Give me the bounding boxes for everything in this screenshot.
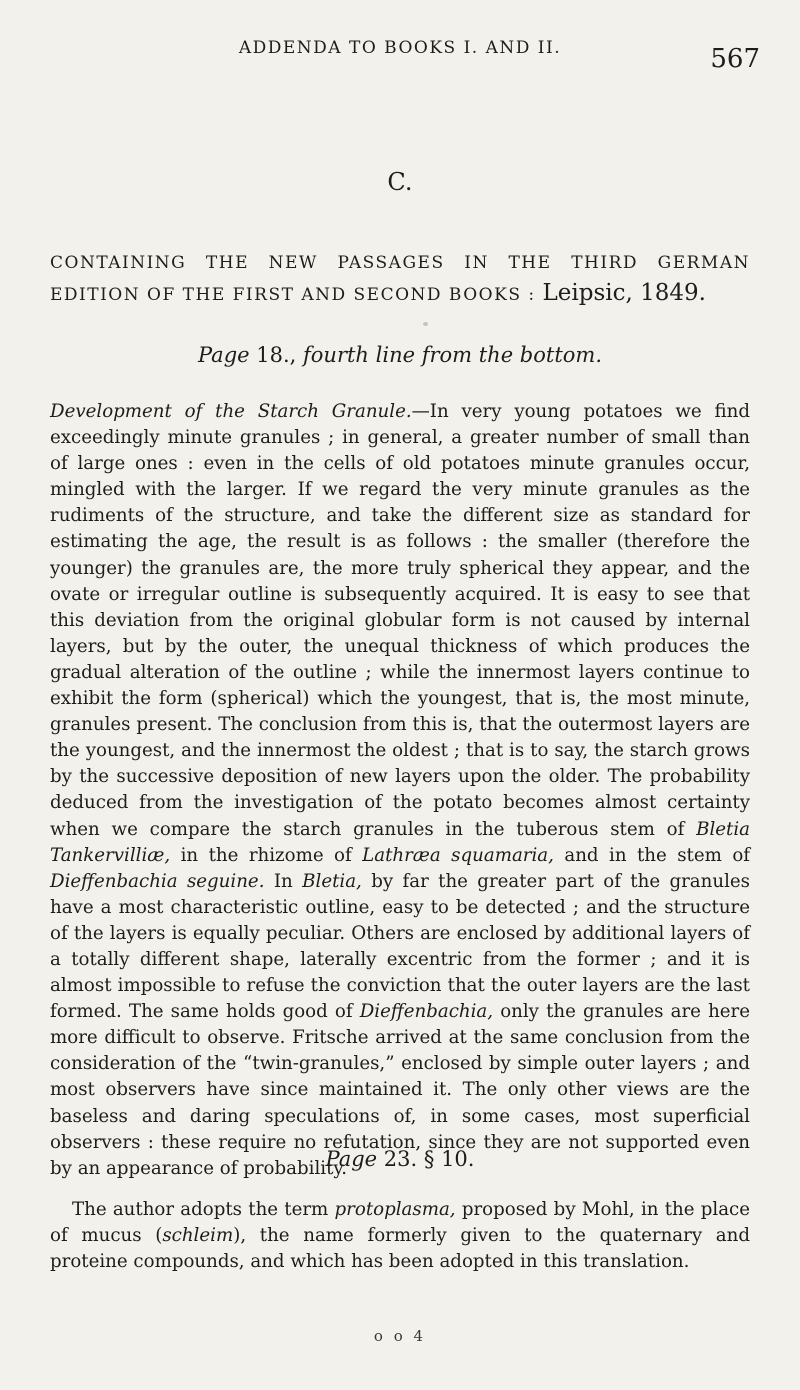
ink-speck-mark xyxy=(423,322,428,326)
page-reference-number: 23. xyxy=(383,1147,418,1171)
species-name: Dieffenbachia, xyxy=(359,1001,494,1023)
term-italic: protoplasma, xyxy=(334,1199,456,1220)
page-reference xyxy=(0,343,800,367)
section-heading-line1: CONTAINING THE NEW PASSAGES IN THE THIRD GERMAN xyxy=(50,253,750,273)
section-heading-date: Leipsic, 1849. xyxy=(542,280,706,306)
text-run: and in the stem of xyxy=(553,844,750,866)
species-name: Lathræa squamaria, xyxy=(362,844,554,866)
printer-signature: o o 4 xyxy=(373,1327,427,1345)
species-name: Bletia Tankervilliæ, xyxy=(50,818,750,866)
text-run: by far the greater part of the granules have a most characteristic outline, easy to be detected ; and the structure of the layers is equally peculiar. Others are enclosed by additional layers of a totally different shape, laterally excentric from the former ; and it is almost impossible to refuse the conviction that the outer layers are the last formed. The same holds good of xyxy=(50,870,750,1023)
term-italic: schleim xyxy=(162,1225,234,1247)
page-reference-detail: fourth line from the bottom. xyxy=(303,343,602,367)
text-run: The author adopts the term xyxy=(72,1199,335,1220)
page-number: 567 xyxy=(710,44,760,74)
text-run: ), the name formerly given to the quaternary and proteine compounds, and which has been adopted in this translation. xyxy=(50,1225,750,1273)
page-reference xyxy=(0,1147,800,1171)
text-run: —In very young potatoes we find exceedingly minute granules ; in general, a greater number of small than of large ones : even in the cells of old potatoes minute granules occur, mingled with the larger. If we regard the very minute granules as the rudiments of the structure, and take the different size as standard for estimating the age, the result is as follows : the smaller (therefore the younger) the granules are, the more truly spherical they appear, and the ovate or irregular outline is subsequently acquired. It is easy to see that this deviation from the original globular form is not caused by internal layers, but by the outer, the unequal thickness of which produces the gradual alteration of the outline ; while the innermost layers continue to exhibit the form (spherical) which the youngest, that is, the most minute, granules present. The conclusion from this is, that the outermost layers are the youngest, and the innermost the oldest ; that is to say, the starch grows by the successive deposition of new layers upon the older. The probability deduced from the investigation of the potato becomes almost certainty when we compare the starch granules in the tuberous stem of xyxy=(50,401,750,840)
paragraph-heading: Development of the Starch Granule. xyxy=(50,401,412,422)
body-paragraph xyxy=(50,399,750,1182)
section-symbol: § 10. xyxy=(423,1147,475,1171)
running-head xyxy=(40,34,760,74)
section-heading-line2 xyxy=(50,278,750,310)
body-paragraph xyxy=(50,1197,750,1275)
page-reference-label: Page xyxy=(325,1147,378,1171)
text-run: proposed by Mohl, in the place of mucus ( xyxy=(50,1199,750,1247)
text-run: In xyxy=(264,870,303,892)
section-heading xyxy=(50,248,750,310)
section-heading-edition: EDITION OF THE FIRST AND SECOND BOOKS : xyxy=(50,285,536,305)
page-reference-number: 18., xyxy=(256,343,297,367)
page-reference-label: Page xyxy=(197,343,250,367)
species-name: Bletia, xyxy=(302,870,362,892)
species-name: Dieffenbachia seguine. xyxy=(50,870,265,892)
text-run: in the rhizome of xyxy=(170,844,363,866)
appendix-letter: C. xyxy=(387,168,413,196)
text-run: only the granules are here more difficult to observe. Fritsche arrived at the same conclusion from the consideration of the “twin-granules,” enclosed by simple outer layers ; and most observers have since maintained it. The only other views are the baseless and daring speculations of, in some cases, most superficial observers : these require no refutation, since they are not supported even by an appearance of probability. xyxy=(50,1001,750,1179)
running-title: ADDENDA TO BOOKS I. AND II. xyxy=(238,38,562,58)
